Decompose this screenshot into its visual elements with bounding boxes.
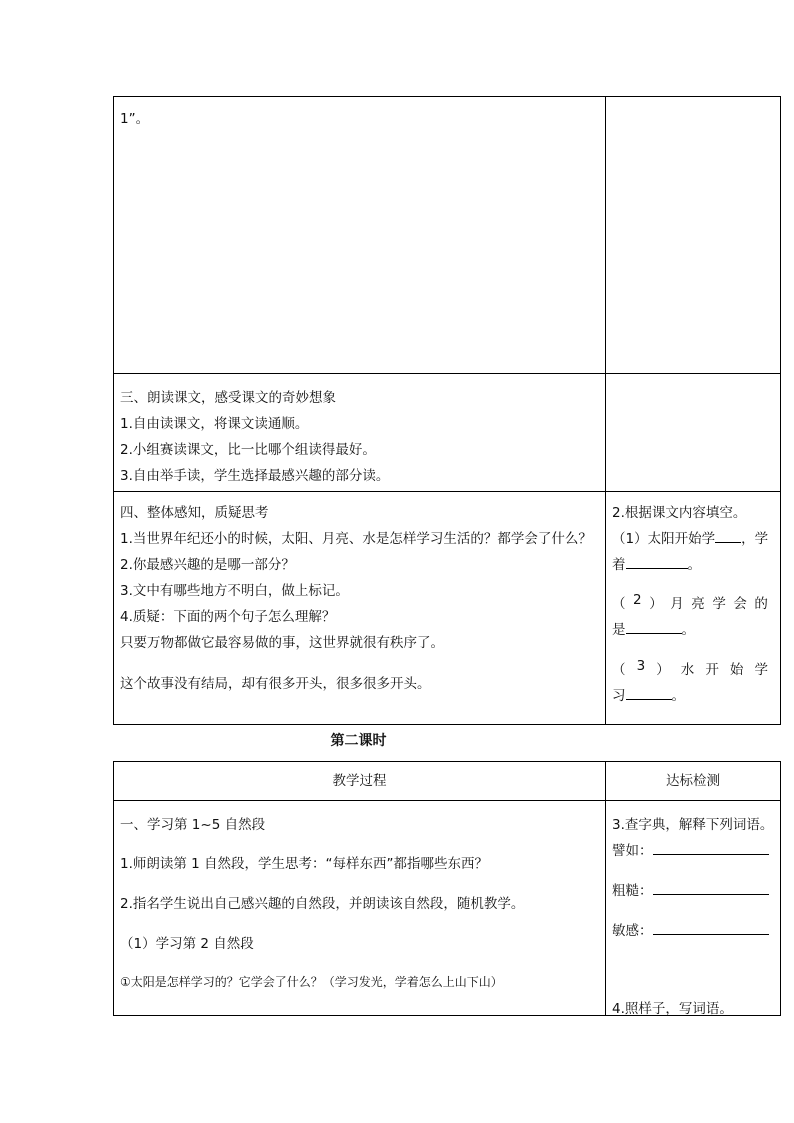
q1-text: ，学 bbox=[741, 531, 769, 547]
q2-char: 的 bbox=[754, 596, 768, 612]
fill-blank-q1 bbox=[612, 527, 768, 547]
q3-text: 习 bbox=[612, 688, 626, 704]
q2-text: 。 bbox=[681, 622, 695, 638]
list-item: 1.师朗读第 1 自然段，学生思考：“每样东西”都指哪些东西？ bbox=[120, 856, 489, 872]
exercise-heading: 2.根据课文内容填空。 bbox=[612, 505, 747, 521]
q2-text: 是 bbox=[612, 622, 626, 638]
q2-char: 2 bbox=[633, 592, 642, 608]
header-teaching-process: 教学过程 bbox=[114, 762, 606, 801]
q1-text: 着 bbox=[612, 557, 626, 573]
section-heading: 四、整体感知，质疑思考 bbox=[120, 505, 269, 521]
fill-blank-q2-cont bbox=[612, 618, 695, 638]
list-item: （1）学习第 2 自然段 bbox=[120, 936, 254, 952]
q1-text: 。 bbox=[687, 557, 701, 573]
q3-char: 学 bbox=[754, 662, 768, 678]
answer-blank[interactable] bbox=[626, 685, 672, 700]
fill-blank-q3-cont bbox=[612, 684, 685, 704]
header-assessment: 达标检测 bbox=[606, 762, 781, 801]
section-heading: 一、学习第 1~5 自然段 bbox=[120, 817, 266, 833]
quote-sentence: 只要万物都做它最容易做的事，这世界就很有秩序了。 bbox=[120, 635, 444, 651]
q2-char: 学 bbox=[712, 596, 726, 612]
word-item bbox=[612, 919, 769, 939]
row3-right-cell bbox=[606, 492, 781, 725]
process-cell bbox=[114, 801, 606, 1016]
q3-char: 开 bbox=[705, 662, 719, 678]
word-label: 譬如： bbox=[612, 843, 653, 859]
q3-char: （ bbox=[612, 662, 626, 678]
row1-text: 1”。 bbox=[120, 111, 150, 127]
q3-char: 3 bbox=[636, 658, 646, 674]
section-heading: 三、朗读课文，感受课文的奇妙想象 bbox=[120, 390, 336, 406]
list-item: 2.你最感兴趣的是哪一部分？ bbox=[120, 557, 295, 573]
q2-char: 会 bbox=[733, 596, 747, 612]
list-item: 3.自由举手读，学生选择最感兴趣的部分读。 bbox=[120, 468, 390, 484]
list-item: 1.自由读课文，将课文读通顺。 bbox=[120, 416, 309, 432]
row3-left-cell bbox=[114, 492, 606, 725]
lesson-table-2 bbox=[113, 761, 781, 1016]
q1-text: （1）太阳开始学 bbox=[612, 531, 716, 547]
word-item bbox=[612, 879, 769, 899]
answer-blank[interactable] bbox=[653, 880, 769, 895]
list-item: 1.当世界年纪还小的时候，太阳、月亮、水是怎样学习生活的？都学会了什么？ bbox=[120, 531, 592, 547]
fill-blank-q2 bbox=[612, 592, 768, 612]
q3-char: 始 bbox=[729, 662, 744, 678]
section-title: 第二课时 bbox=[330, 733, 387, 749]
q3-text: 。 bbox=[671, 688, 685, 704]
fill-blank-q3 bbox=[612, 658, 768, 678]
q2-char: 月 bbox=[670, 596, 684, 612]
list-item: 3.文中有哪些地方不明白，做上标记。 bbox=[120, 583, 349, 599]
word-label: 粗糙： bbox=[612, 883, 653, 899]
fill-blank-q1-cont bbox=[612, 553, 701, 573]
list-item: 4.质疑：下面的两个句子怎么理解？ bbox=[120, 609, 336, 625]
exercise-heading: 3.查字典，解释下列词语。 bbox=[612, 817, 774, 833]
answer-blank[interactable] bbox=[626, 619, 682, 634]
answer-blank[interactable] bbox=[715, 528, 741, 543]
q3-char: 水 bbox=[680, 662, 695, 678]
quote-sentence: 这个故事没有结局，却有很多开头，很多很多开头。 bbox=[120, 676, 431, 692]
list-item: 2.小组赛读课文，比一比哪个组读得最好。 bbox=[120, 442, 376, 458]
q2-char: 亮 bbox=[691, 596, 705, 612]
row1-left-cell bbox=[114, 97, 606, 374]
q3-char: ） bbox=[656, 662, 670, 678]
word-label: 敏感： bbox=[612, 923, 653, 939]
word-item bbox=[612, 839, 769, 859]
row1-right-cell bbox=[606, 97, 781, 374]
list-item: 2.指名学生说出自己感兴趣的自然段，并朗读该自然段，随机教学。 bbox=[120, 896, 525, 912]
row2-left-cell bbox=[114, 374, 606, 492]
q2-char: ） bbox=[649, 596, 663, 612]
answer-blank[interactable] bbox=[653, 840, 769, 855]
exercise-heading: 4.照样子，写词语。 bbox=[612, 1001, 733, 1017]
answer-blank[interactable] bbox=[653, 920, 769, 935]
answer-blank[interactable] bbox=[626, 554, 688, 569]
list-item: ①太阳是怎样学习的？它学会了什么？（学习发光，学着怎么上山下山） bbox=[120, 975, 503, 989]
row2-right-cell bbox=[606, 374, 781, 492]
q2-char: （ bbox=[612, 596, 626, 612]
assessment-cell bbox=[606, 801, 781, 1016]
lesson-table-1 bbox=[113, 96, 781, 725]
